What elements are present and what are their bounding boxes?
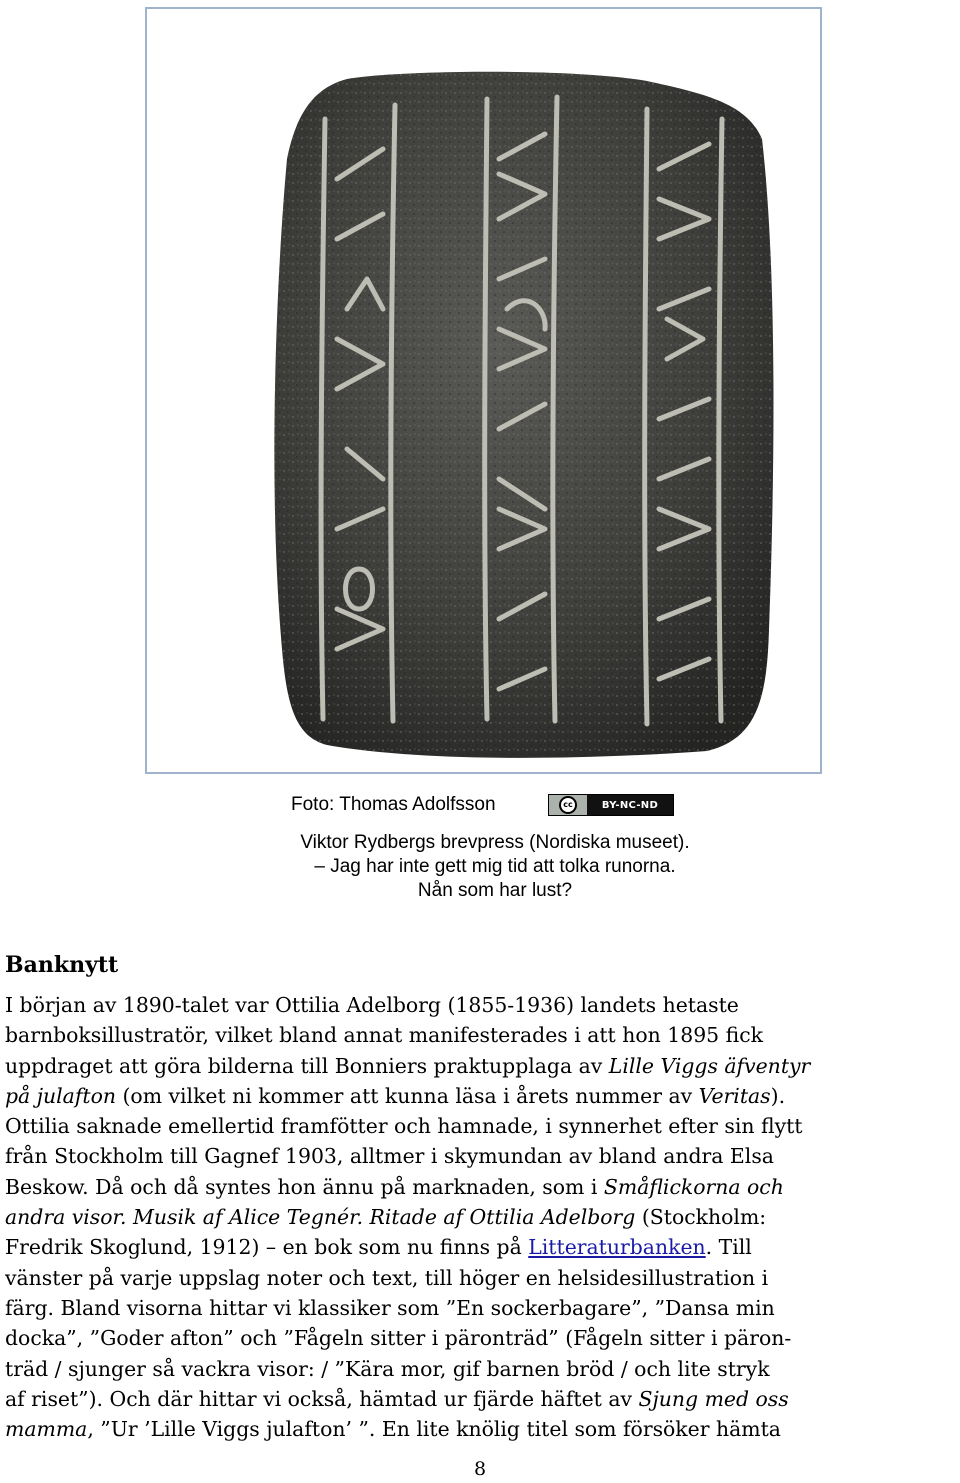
caption-line-2: – Jag har inte gett mig tid att tolka runorna. <box>314 856 676 877</box>
book-title: andra visor. Musik af Alice Tegnér. Ritade af Ottilia Adelborg <box>5 1205 636 1230</box>
text-line: andra visor. Musik af Alice Tegnér. Ritade af Ottilia Adelborg (Stockholm: <box>5 1205 767 1230</box>
caption-line-1: Viktor Rydbergs brevpress (Nordiska museet). <box>300 832 690 853</box>
photo-caption <box>0 831 960 903</box>
cc-license-badge[interactable] <box>548 794 674 816</box>
page-number: 8 <box>473 1458 487 1480</box>
runestone-illustration <box>147 9 820 772</box>
photo-credit: Foto: Thomas Adolfsson <box>291 794 496 815</box>
book-title: Lille Viggs äfventyr <box>608 1053 811 1078</box>
runestone-photo <box>145 7 822 774</box>
text-line: uppdraget att göra bilderna till Bonniers praktupplaga av Lille Viggs äfventyr <box>5 1053 811 1078</box>
journal-title: Veritas <box>698 1083 771 1108</box>
text-line: vänster på varje uppslag noter och text, till höger en helsidesillustration i <box>5 1265 769 1290</box>
book-title: mamma <box>5 1417 88 1442</box>
litteraturbanken-link[interactable]: Litteraturbanken <box>528 1235 706 1260</box>
book-title: Småflickorna och <box>603 1174 784 1199</box>
text-line: af riset”). Och där hittar vi också, hämtad ur fjärde häftet av Sjung med oss <box>5 1386 789 1411</box>
caption-line-3: Nån som har lust? <box>417 880 573 901</box>
text-line: träd / sjunger så vackra visor: / ”Kära mor, gif barnen bröd / och lite stryk <box>5 1356 770 1381</box>
book-title: på julafton <box>5 1083 116 1108</box>
photo-credit-line <box>0 794 960 820</box>
book-title: Sjung med oss <box>638 1386 789 1411</box>
text-line: från Stockholm till Gagnef 1903, alltmer i skymundan av bland andra Elsa <box>5 1144 774 1169</box>
text-line: docka”, ”Goder afton” och ”Fågeln sitter i päronträd” (Fågeln sitter i päron- <box>5 1326 792 1351</box>
section-heading: Banknytt <box>5 952 119 978</box>
text-line: Fredrik Skoglund, 1912) – en bok som nu finns på Litteraturbanken. Till <box>5 1235 752 1260</box>
text-line: barnboksillustratör, vilket bland annat manifesterades i att hon 1895 fick <box>5 1023 764 1048</box>
text-line: Ottilia saknade emellertid framfötter och hamnade, i synnerhet efter sin flytt <box>5 1114 803 1139</box>
article-body <box>5 990 955 1444</box>
text-line: på julafton (om vilket ni kommer att kunna läsa i årets nummer av Veritas). <box>5 1083 786 1108</box>
creative-commons-icon: cc <box>559 796 577 814</box>
text-line: mamma, ”Ur ’Lille Viggs julafton’ ”. En lite knölig titel som försöker hämta <box>5 1417 781 1442</box>
text-line: färg. Bland visorna hittar vi klassiker som ”En sockerbagare”, ”Dansa min <box>5 1295 775 1320</box>
license-label: BY-NC-ND <box>601 799 659 811</box>
text-line: Beskow. Då och då syntes hon ännu på marknaden, som i Småflickorna och <box>5 1174 784 1199</box>
text-line: I början av 1890-talet var Ottilia Adelborg (1855-1936) landets hetaste <box>5 993 739 1017</box>
